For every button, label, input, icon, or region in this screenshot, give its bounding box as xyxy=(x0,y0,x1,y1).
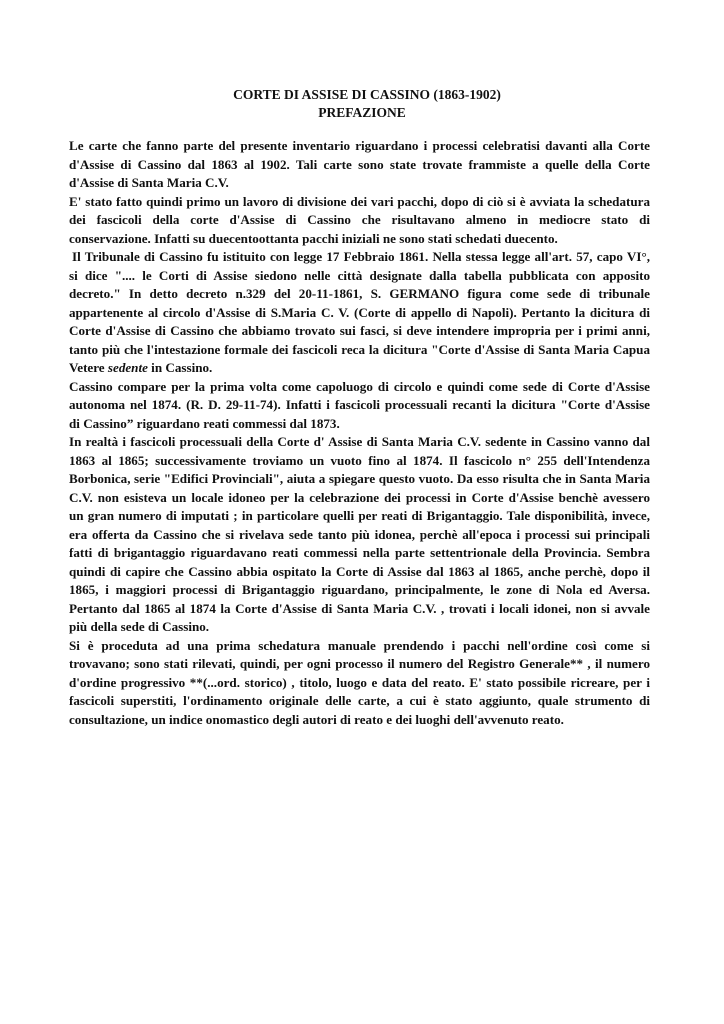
document-subtitle: PREFAZIONE xyxy=(318,105,406,120)
italic-word: sedente xyxy=(107,360,148,375)
paragraph xyxy=(69,637,650,730)
paragraph-line: Corte d'Assise di Cassino che abbiamo trovato sui fasci, si deve intendere impropria per i primi anni, xyxy=(69,323,650,338)
paragraph-line: trovavano; sono stati rilevati, quindi, per ogni processo il numero del Registro Generale** , il numero xyxy=(69,656,650,671)
paragraph-line: quindi di capire che Cassino abbia ospitato la Corte di Assise dal 1863 al 1865, anche perchè, dopo il xyxy=(69,563,650,579)
paragraph-line: tanto più che l'intestazione formale dei fascicoli reca la dicitura "Corte d'Assise di Santa Maria Capua xyxy=(69,341,650,357)
paragraph-line: più della sede di Cassino. xyxy=(69,619,210,634)
paragraph-line: d'Assise di Cassino dal 1863 al 1902. Tali carte sono state trovate frammiste a quelle della Corte xyxy=(69,156,650,172)
paragraph xyxy=(69,433,650,637)
paragraph-line: autonoma nel 1874. (R. D. 29-11-74). Infatti i fascicoli processuali recanti la dicitura "Corte d'Assise xyxy=(69,397,650,412)
paragraph-line: Le carte che fanno parte del presente inventario riguardano i processi celebratisi davanti alla Corte xyxy=(69,138,650,153)
paragraph-line: Pertanto dal 1865 al 1874 la Corte d'Assise di Santa Maria C.V. , trovati i locali idonei, non si avvale xyxy=(69,600,650,616)
paragraph-line xyxy=(69,359,650,378)
paragraph-line: dei fascicoli della corte d'Assise di Cassino che risultavano almeno in mediocre stato di xyxy=(69,212,650,227)
paragraph-line: Si è proceduta ad una prima schedatura manuale prendendo i pacchi nell'ordine così come si xyxy=(69,637,650,653)
paragraph xyxy=(69,193,650,249)
paragraph-line: si dice ".... le Corti di Assise siedono nelle città designate dalla tabella pubblicata con apposito xyxy=(69,267,650,283)
paragraph xyxy=(69,248,650,378)
paragraph-line: un gran numero di imputati ; in particolare quelli per reati di Brigantaggio. Tale disponibilità, invece, xyxy=(69,508,650,523)
document-heading xyxy=(0,86,724,122)
line-text: in Cassino. xyxy=(147,360,213,375)
paragraph-line: d'Assise di Santa Maria C.V. xyxy=(69,175,229,190)
document-body xyxy=(69,137,650,729)
paragraph-line: fascicoli superstiti, l'ordinamento originale delle carte, a cui è stato aggiunto, quale strumento di xyxy=(69,693,650,708)
paragraph-line: Il Tribunale di Cassino fu istituito con legge 17 Febbraio 1861. Nella stessa legge all'art. 57, capo VI°, xyxy=(72,249,650,264)
paragraph-line: era offerta da Cassino che si rivelava sede tanto più idonea, perchè all'epoca i processi sui principali xyxy=(69,526,650,542)
paragraph-line: In realtà i fascicoli processuali della Corte d' Assise di Santa Maria C.V. sedente in Cassino vanno dal xyxy=(69,434,650,449)
paragraph-line: 1863 al 1865; successivamente troviamo un vuoto fino al 1874. Il fascicolo n° 255 dell'Intendenza xyxy=(69,452,650,468)
paragraph-line: conservazione. Infatti su duecentoottanta pacchi iniziali ne sono stati schedati duecento. xyxy=(69,230,558,246)
paragraph-line: appartenente al circolo d'Assise di S.Maria C. V. (Corte di appello di Napoli). Pertanto la dicitura di xyxy=(69,304,650,320)
paragraph-line: C.V. non esisteva un locale idoneo per la celebrazione dei processi in Corte d'Assise benchè avessero xyxy=(69,489,650,505)
paragraph-line: Cassino compare per la prima volta come capoluogo di circolo e quindi come sede di Corte d'Assise xyxy=(69,378,650,394)
paragraph-line: E' stato fatto quindi primo un lavoro di divisione dei vari pacchi, dopo di ciò si è avviata la schedatura xyxy=(69,193,650,209)
line-text: Vetere xyxy=(69,360,108,375)
paragraph-line: di Cassino” riguardano reati commessi dal 1873. xyxy=(69,415,340,431)
paragraph-line: d'ordine progressivo **(...ord. storico) , titolo, luogo e data del reato. E' stato possibile ricreare, per i xyxy=(69,674,650,690)
paragraph xyxy=(69,378,650,434)
paragraph-line: 1865, i maggiori processi di Brigantaggio riguardano, principalmente, le zone di Nola ed Aversa. xyxy=(69,582,650,597)
document-title: CORTE DI ASSISE DI CASSINO (1863-1902) xyxy=(233,87,501,102)
paragraph xyxy=(69,137,650,193)
paragraph-line: consultazione, un indice onomastico degli autori di reato e dei luoghi dell'avvenuto reato. xyxy=(69,711,564,727)
paragraph-line: Borbonica, serie "Edifici Provinciali", aiuta a spiegare questo vuoto. Da esso risulta che in Santa Maria xyxy=(69,471,650,486)
paragraph-line: fatti di brigantaggio riguardavano reati commessi nella parte settentrionale della Provincia. Sembra xyxy=(69,545,650,560)
paragraph-line: decreto." In detto decreto n.329 del 20-11-1861, S. GERMANO figura come sede di tribunale xyxy=(69,286,650,301)
